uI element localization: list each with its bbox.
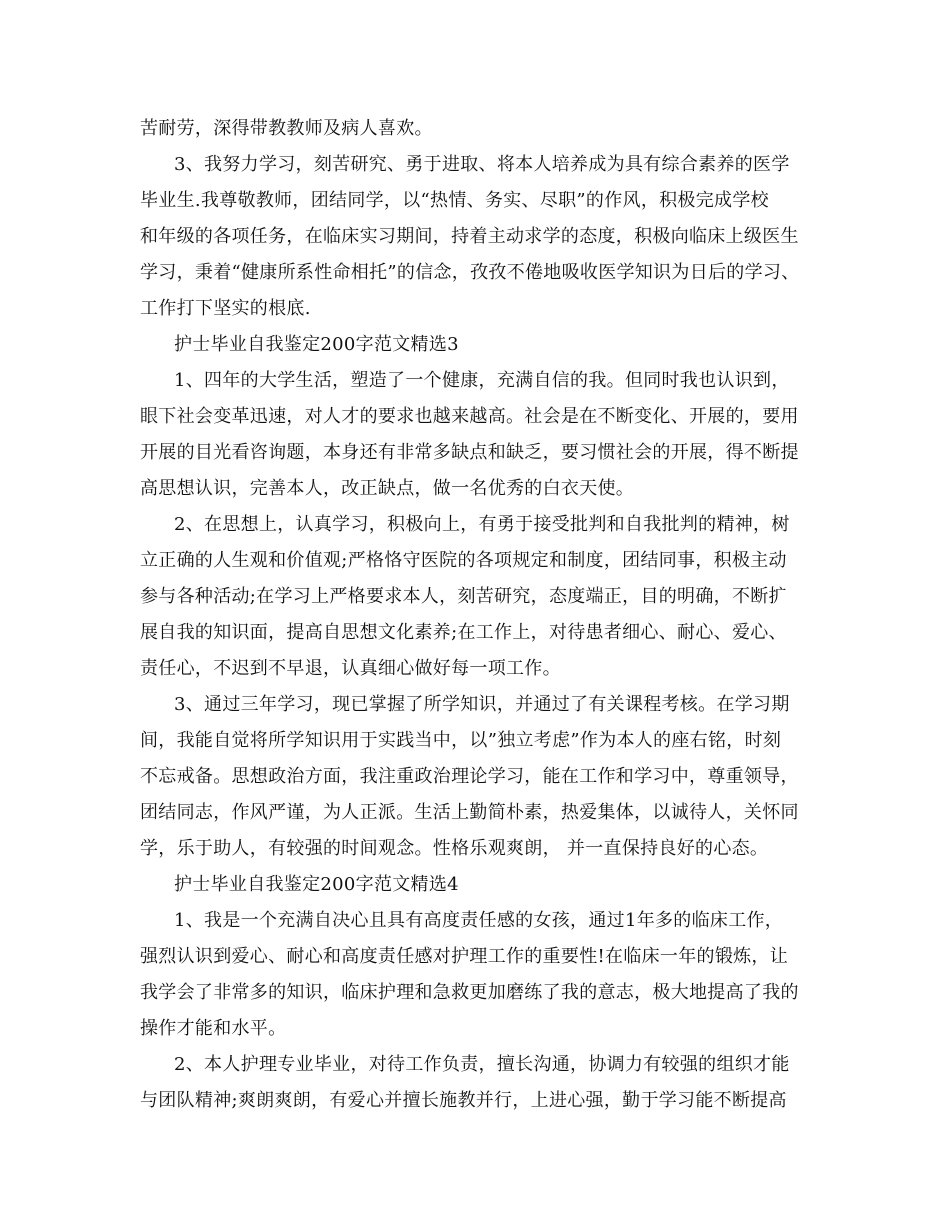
text-line: 眼下社会变革迅速，对人才的要求也越来越高。社会是在不断变化、开展的，要用 [140,406,799,427]
text-line: 我学会了非常多的知识，临床护理和急救更加磨练了我的意志，极大地提高了我的 [140,982,799,1003]
text-line: 展自我的知识面，提高自思想文化素养;在工作上，对待患者细心、耐心、爱心、 [140,622,787,643]
text-line: 责任心，不迟到不早退，认真细心做好每一项工作。 [140,658,561,679]
text-line: 开展的目光看咨询题，本身还有非常多缺点和缺乏，要习惯社会的开展，得不断提 [140,442,799,463]
text-line: 1、四年的大学生活，塑造了一个健康，充满自信的我。但同时我也认识到， [174,370,790,391]
text-line: 高思想认识，完善本人，改正缺点，做一名优秀的白衣天使。 [140,478,635,499]
text-line: 2、在思想上，认真学习，积极向上，有勇于接受批判和自我批判的精神，树 [174,514,790,535]
text-line: 毕业生.我尊敬教师，团结同学，以“热情、务实、尽职”的作风，积极完成学校 [140,190,769,211]
text-line: 3、通过三年学习，现已掌握了所学知识，并通过了有关课程考核。在学习期 [174,694,790,715]
text-line: 立正确的人生观和价值观;严格恪守医院的各项规定和制度，团结同事，积极主动 [140,550,787,571]
text-line: 3、我努力学习，刻苦研究、勇于进取、将本人培养成为具有综合素养的医学 [174,154,790,175]
text-line: 和年级的各项任务，在临床实习期间，持着主动求学的态度，积极向临床上级医生 [140,226,799,247]
text-line: 1、我是一个充满自决心且具有高度责任感的女孩，通过1年多的临床工作， [174,910,784,931]
text-line: 工作打下坚实的根底. [140,298,311,319]
section-heading: 护士毕业自我鉴定200字范文精选3 [174,334,459,355]
text-line: 苦耐劳，深得带教教师及病人喜欢。 [140,118,433,139]
text-line: 与团队精神;爽朗爽朗，有爱心并擅长施教并行，上进心强，勤于学习能不断提高 [140,1090,787,1111]
text-line: 间，我能自觉将所学知识用于实践当中，以”独立考虑”作为本人的座右铭，时刻 [140,730,782,751]
text-line: 操作才能和水平。 [140,1018,287,1039]
text-line: 强烈认识到爱心、耐心和高度责任感对护理工作的重要性!在临床一年的锻炼，让 [140,946,789,967]
text-line: 学习，秉着“健康所系性命相托”的信念，孜孜不倦地吸收医学知识为日后的学习、 [140,262,800,283]
text-line: 参与各种活动;在学习上严格要求本人，刻苦研究，态度端正，目的明确，不断扩 [140,586,787,607]
text-line: 团结同志，作风严谨，为人正派。生活上勤简朴素，热爱集体，以诚待人，关怀同 [140,802,799,823]
section-heading: 护士毕业自我鉴定200字范文精选4 [174,874,459,895]
text-line: 2、本人护理专业毕业，对待工作负责，擅长沟通，协调力有较强的组织才能 [174,1054,790,1075]
text-line: 学，乐于助人，有较强的时间观念。性格乐观爽朗， 并一直保持良好的心态。 [140,838,769,859]
text-line: 不忘戒备。思想政治方面，我注重政治理论学习，能在工作和学习中，尊重领导， [140,766,799,787]
